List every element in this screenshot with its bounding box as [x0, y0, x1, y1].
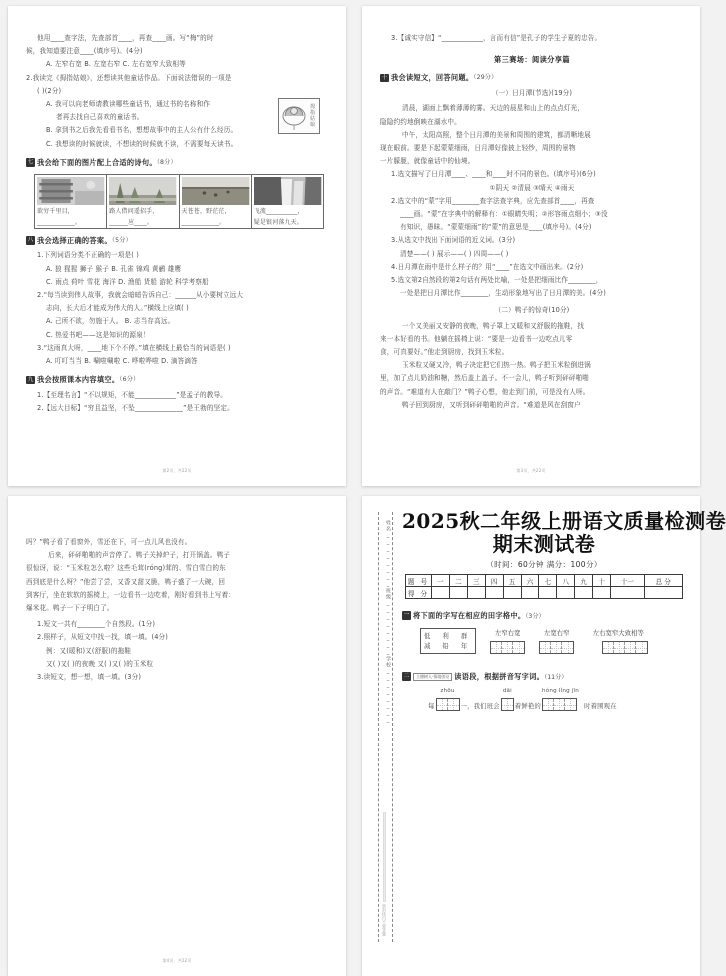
passage-line: 的声音。“难道有人在敲门？”鸭子心想，他走到门前，可是没有人呀。	[380, 387, 590, 396]
page-4-content	[8, 496, 346, 684]
option-line: A. 己所不欲，勿施于人。 B. 志当存高远。	[46, 317, 175, 326]
row-header: 得 分	[406, 587, 432, 599]
caption-line-2: 疑是银河落九天。	[253, 218, 303, 226]
col-header: 二	[449, 575, 467, 587]
tianzige-grid[interactable]	[501, 698, 514, 711]
tianzige-cell[interactable]	[562, 642, 573, 653]
tower-sunset-photo-icon	[37, 177, 104, 205]
tianzige-grid[interactable]	[539, 641, 574, 654]
score-cell[interactable]	[467, 587, 485, 599]
passage-line: 到客厅，坐在软软的摇椅上，一边看书一边吃着，刚好看到书上写着：	[26, 590, 236, 599]
caption-line-2: ____________。	[181, 218, 226, 226]
question-line: 4.日月潭在雨中是什么样子的？用“____”在选文中画出来。(2分)	[391, 262, 584, 271]
passage-line: 玉米粒又硬又冷，鸭子决定把它们热一热。鸭子把玉米粒倒进锅	[402, 361, 591, 370]
table-row-scores	[406, 587, 683, 599]
section-title: 读语段，根据拼音写字词。	[454, 671, 545, 681]
question-line: 1.短文一共有________个自然段。(1分)	[37, 620, 156, 629]
section-title: 我会选择正确的答案。	[37, 235, 112, 245]
passage-line: 食，可真要好。”他走到厨房，找到玉米粒。	[380, 348, 509, 357]
tianzige-cell[interactable]	[513, 642, 524, 653]
question-line: ____画。“蒙”在字典中的解释有：①眼睛失明；②形容雨点细小；③没	[400, 210, 608, 219]
page-thumbnail-2[interactable]	[8, 6, 346, 486]
text-line: 候，我知道要注意____(填序号)。(4分)	[26, 47, 143, 56]
passage-line: 后来，砰砰啪啪的声音停了。鸭子关掉炉子，打开锅盖。鸭子	[48, 551, 231, 560]
question-line: 5.选文第2自然段的第2句话有两处比喻，一处是把细雨比作________，	[391, 276, 603, 285]
tianzige-cell[interactable]	[614, 642, 625, 653]
score-cell[interactable]	[611, 587, 644, 599]
svg-text:指: 指	[310, 110, 316, 116]
score-cell[interactable]	[557, 587, 575, 599]
page-thumbnail-1[interactable]	[362, 496, 726, 976]
tianzige-cell[interactable]	[543, 699, 554, 710]
col-header: 八	[557, 575, 575, 587]
col-header: 九	[575, 575, 593, 587]
col-header: 七	[539, 575, 557, 587]
tianzige-grid[interactable]	[490, 641, 525, 654]
passage-line: 隐隐约约地倒映在湖水中。	[380, 117, 461, 126]
passage-line: 里，加了点儿奶油和糖，然后盖上盖子。不一会儿，鸭子听到砰砰啪啪	[380, 374, 590, 383]
section-number-badge: 九	[27, 376, 34, 383]
section-points: （11分）	[544, 674, 568, 681]
score-cell[interactable]	[503, 587, 521, 599]
page-footer: 第4页，共22页	[162, 958, 192, 963]
svg-text:姑: 姑	[310, 116, 316, 122]
section-heading-two	[402, 666, 686, 685]
caption-line-2: ____________。	[37, 218, 81, 226]
score-cell[interactable]	[521, 587, 539, 599]
text-line: 者再去找自己喜欢的童话书。	[56, 113, 144, 122]
seal-line-strip	[378, 512, 393, 942]
option-line: ①阴天 ②清晨 ③晴天 ④雨天	[489, 183, 575, 192]
table-row	[35, 174, 324, 228]
tianzige-cell[interactable]	[551, 642, 562, 653]
picture-poem-table	[34, 174, 324, 229]
option-line: A. 叮叮当当 B. 唰啦唰啦 C. 哗啦哗啦 D. 滴答滴答	[46, 357, 198, 366]
section-points: （3分）	[525, 613, 545, 620]
question-line: 一处是把日月潭比作________，生动形象地写出了日月潭的美。(4分)	[400, 289, 606, 298]
passage-title-two: （二）鸭子的惊奇(10分)	[494, 306, 570, 315]
text-line: 他用____查字法，先查部首____，再查____画。写“梅”的时	[37, 34, 214, 42]
question-line: 1.下列词语分类不正确的一项是( )	[37, 251, 139, 260]
col-header: 三	[467, 575, 485, 587]
tianzige-cell[interactable]	[636, 642, 647, 653]
passage-line: 一个又美丽又安静的夜晚，鸭子罩上又暖和又舒服的拖鞋，找	[402, 321, 585, 330]
text-line: ( )(2分)	[37, 86, 62, 95]
char-pool-line-2: 减 铅 年	[424, 642, 473, 650]
section-tag-badge: 立德树人·情境创设	[413, 673, 452, 681]
question-line: 清楚——( ) 展示——( ) 四周——( )	[400, 249, 509, 258]
score-cell[interactable]	[575, 587, 593, 599]
passage-line: 一片朦胧，就像童话中的仙境。	[380, 157, 475, 166]
score-cell[interactable]	[432, 587, 450, 599]
row-header: 题 号	[406, 575, 432, 587]
caption-line-1: 欲穷千里目，	[37, 207, 74, 215]
stamp-artwork-icon	[279, 99, 319, 133]
picture-cell	[179, 174, 251, 228]
picture-cell	[35, 174, 107, 228]
question-line: 3.从选文中找出下面词语的近义词。(3分)	[391, 236, 516, 245]
tianzige-cell[interactable]	[603, 642, 614, 653]
passage-title-one: （一）日月潭(节选)(19分)	[491, 89, 573, 98]
tianzige-cell[interactable]	[565, 699, 576, 710]
score-cell[interactable]	[449, 587, 467, 599]
pinyin-block-3	[542, 688, 579, 713]
tianzige-grid[interactable]	[436, 698, 460, 711]
section-title: 我会读短文，回答问题。	[391, 73, 474, 83]
passage-line: 很惊讶，说：“玉米粒怎么啦？这些毛茸(róng)茸的、雪白雪白的东	[26, 564, 226, 573]
passage-line: 现在眼前。要是下起蒙蒙细雨，日月潭好像披上轻纱，周围的景物	[380, 144, 576, 153]
waterfall-photo-icon	[254, 177, 321, 205]
text-before: 每	[428, 701, 435, 710]
caption-line-2: ______应____。	[109, 218, 154, 226]
question-line: 1.选文描写了日月潭____、____和____时不同的景色。(填序号)(6分)	[391, 170, 596, 179]
arena-heading: 第三赛场：阅读分享篇	[494, 55, 570, 65]
group-label: 左右宽窄大致相等	[592, 629, 644, 637]
section-points: （5分）	[111, 236, 132, 244]
section-heading-nine	[26, 373, 328, 387]
group-label: 左宽右窄	[543, 629, 570, 637]
seal-line-text: 姓名________班级________学校________	[385, 520, 391, 724]
score-table	[405, 574, 683, 599]
fill-line: 3.【诚实守信】“____________，言而有信”是孔子的学生子夏的忠告。	[391, 34, 602, 42]
section-number-badge: 一	[403, 612, 410, 619]
section-heading-seven	[26, 156, 328, 170]
text-line: A. 左窄右宽 B. 左宽右窄 C. 左右宽窄大致相等	[46, 60, 186, 69]
tianzige-cell[interactable]	[554, 699, 565, 710]
tianzige-cell[interactable]	[448, 699, 459, 710]
question-line: 2.“每当读到伟人故事，我就会暗暗告诉自己：______从小要树立远大	[37, 291, 244, 300]
tianzige-grid[interactable]	[542, 698, 577, 711]
page-thumbnail-4[interactable]	[8, 496, 346, 976]
passage-line: 清晨，湖面上飘着薄薄的雾。天边的晨星和山上的点点灯光，	[402, 104, 585, 113]
text-line: C. 我想读的时候就读，不想读的时候就不读，不需要每天读书。	[46, 139, 238, 148]
tianzige-grid[interactable]	[602, 641, 648, 654]
page-footer: 第3页，共22页	[516, 468, 546, 473]
pinyin-block-2	[501, 688, 514, 713]
option-line: A. 狼 猩猩 狮子 猴子 B. 孔雀 锦鸡 黄鹂 雄鹰	[46, 264, 182, 273]
tianzige-exercise-row	[420, 628, 686, 656]
group-label: 左窄右宽	[494, 629, 521, 637]
character-pool-box	[420, 628, 476, 654]
pinyin-label: hóng lǐng jīn	[541, 688, 580, 694]
exam-subtitle: （时间：60分钟 满分：100分）	[486, 560, 602, 569]
svg-text:拇: 拇	[310, 104, 316, 110]
tianzige-group-3	[588, 628, 648, 656]
page-3-content	[362, 6, 700, 412]
tianzige-cell[interactable]	[491, 642, 502, 653]
page-footer: 第2页，共22页	[162, 468, 192, 473]
char-pool-line-1: 低 利 群	[424, 632, 473, 640]
section-number-badge: 二	[403, 673, 410, 680]
answer-line: 又( )又( )的夜晚 又( )又( )的玉米粒	[46, 659, 154, 668]
section-title: 我会给下面的图片配上合适的诗句。	[37, 157, 157, 167]
grassland-photo-icon	[182, 177, 249, 205]
passage-line: 爆米花。鸭子一下子明白了。	[26, 604, 114, 613]
section-title: 将下面的字写在相应的田字格中。	[413, 610, 526, 620]
book-cover-stamp-icon	[278, 98, 320, 134]
col-header: 十	[593, 575, 611, 587]
text-line: A. 我可以向老师请教读哪些童话书，通过书的名称和作	[46, 100, 211, 109]
tianzige-group-2	[539, 628, 574, 656]
table-row-question-numbers	[406, 575, 683, 587]
picture-cell	[107, 174, 179, 228]
caption-line-1: 飞流__________，	[253, 207, 304, 215]
section-number-badge: 八	[27, 237, 34, 243]
text-mid: 一，我们班会	[460, 701, 500, 710]
question-line: 志向，长大后才能成为伟大的人。”横线上应填( )	[46, 304, 189, 313]
question-line: 2.照样子，从短文中找一找，填一填。(4分)	[37, 633, 169, 642]
score-cell-total[interactable]	[644, 587, 682, 599]
passage-line: 鸭子回到厨房，又听到砰砰啪啪的声音。“难道是风在刮窗户	[402, 400, 581, 409]
section-points: （8分）	[156, 158, 177, 166]
passage-line: 吗？”鸭子看了看窗外，雪还在下，可一点儿风也没有。	[26, 538, 192, 546]
col-header-total: 总 分	[644, 575, 682, 587]
page-thumbnail-3[interactable]	[362, 6, 700, 486]
pinyin-block-1	[436, 688, 460, 713]
score-cell[interactable]	[539, 587, 557, 599]
pinyin-label: zhōu	[440, 688, 455, 694]
fill-line: 1.【至理名言】“不以规矩，不能____________”是孟子的教导。	[37, 391, 227, 400]
section-number-badge: 七	[27, 159, 34, 166]
section-number-badge: 十	[381, 74, 388, 81]
picture-cell	[251, 174, 323, 228]
text-line: B. 拿到书之后我先看看书名，想想故事中的主人公有什么经历。	[46, 126, 238, 135]
option-line: C. 热爱书吧——这是知识的源泉！	[46, 330, 150, 339]
tianzige-cell[interactable]	[540, 642, 551, 653]
score-cell[interactable]	[485, 587, 503, 599]
question-line: 有知识，愚昧。“蒙蒙细雨”的“蒙”的意思是____(填序号)。(4分)	[400, 223, 592, 232]
section-heading-eight	[26, 234, 328, 248]
section-points: （6分）	[119, 376, 140, 384]
tianzige-cell[interactable]	[502, 699, 513, 710]
caption-line-1: 路人借问遥招手，	[109, 207, 159, 215]
section-heading-ten	[380, 71, 684, 85]
tianzige-cell[interactable]	[437, 699, 448, 710]
page-2-content	[8, 6, 346, 416]
col-header: 一	[432, 575, 450, 587]
col-header: 十一	[611, 575, 644, 587]
passage-line: 西到底是什么呀？”他尝了尝，又香又甜又脆，鸭子盛了一大碗，回	[26, 577, 226, 586]
riverside-trees-photo-icon	[109, 177, 176, 205]
passage-line: 来一本好看的书。他躺在摇椅上说：“要是一边看书一边吃点儿零	[380, 334, 573, 343]
fill-line: 2.【远大目标】“穷且益坚，不坠______________”是王勃的坚定。	[37, 404, 234, 413]
question-line: 3.“这雨真大呀，____地下个不停。”填在横线上最恰当的词语是( )	[37, 343, 231, 352]
seal-footer-text: 密封线内不要答题	[382, 904, 387, 936]
text-line: 2.我读完《拇指姑娘》，还想读其他童话作品。下面说法错误的一项是	[26, 73, 232, 82]
exam-title-line-1: 2025秋二年级上册语文质量检测卷	[402, 509, 726, 533]
score-cell[interactable]	[593, 587, 611, 599]
exam-cover	[362, 496, 726, 976]
exam-title-line-2: 期末测试卷	[492, 532, 596, 556]
section-points: （29分）	[473, 74, 498, 82]
tianzige-group-1	[490, 628, 525, 656]
pinyin-exercise	[428, 688, 686, 713]
tianzige-cell[interactable]	[625, 642, 636, 653]
question-line: 2.选文中的“蒙”字用________查字法查字典，应先查部首____，再查	[391, 196, 595, 205]
passage-line: 中午，太阳高照，整个日月潭的美景和周围的建筑，都清晰地展	[402, 130, 591, 139]
col-header: 四	[485, 575, 503, 587]
pinyin-label: dāi	[502, 688, 512, 694]
option-line: C. 雨点 荷叶 雪花 海洋 D. 渔船 货船 游轮 科学考察船	[46, 277, 209, 286]
seal-bar	[383, 812, 386, 902]
question-line: 3.读短文，想一想，填一填。(3分)	[37, 673, 142, 682]
section-title: 我会按照课本内容填空。	[37, 375, 120, 385]
text-tail: 时着围观在	[584, 701, 617, 710]
section-heading-one	[402, 605, 686, 624]
svg-text:娘: 娘	[310, 122, 316, 128]
tianzige-cell[interactable]	[502, 642, 513, 653]
text-mid-2: 着鲜艳的	[514, 701, 541, 710]
caption-line-1: 天苍苍，野茫茫，	[181, 207, 231, 215]
example-line: 例：又(暖和)又(舒服)的拖鞋	[46, 646, 132, 655]
col-header: 六	[521, 575, 539, 587]
col-header: 五	[503, 575, 521, 587]
